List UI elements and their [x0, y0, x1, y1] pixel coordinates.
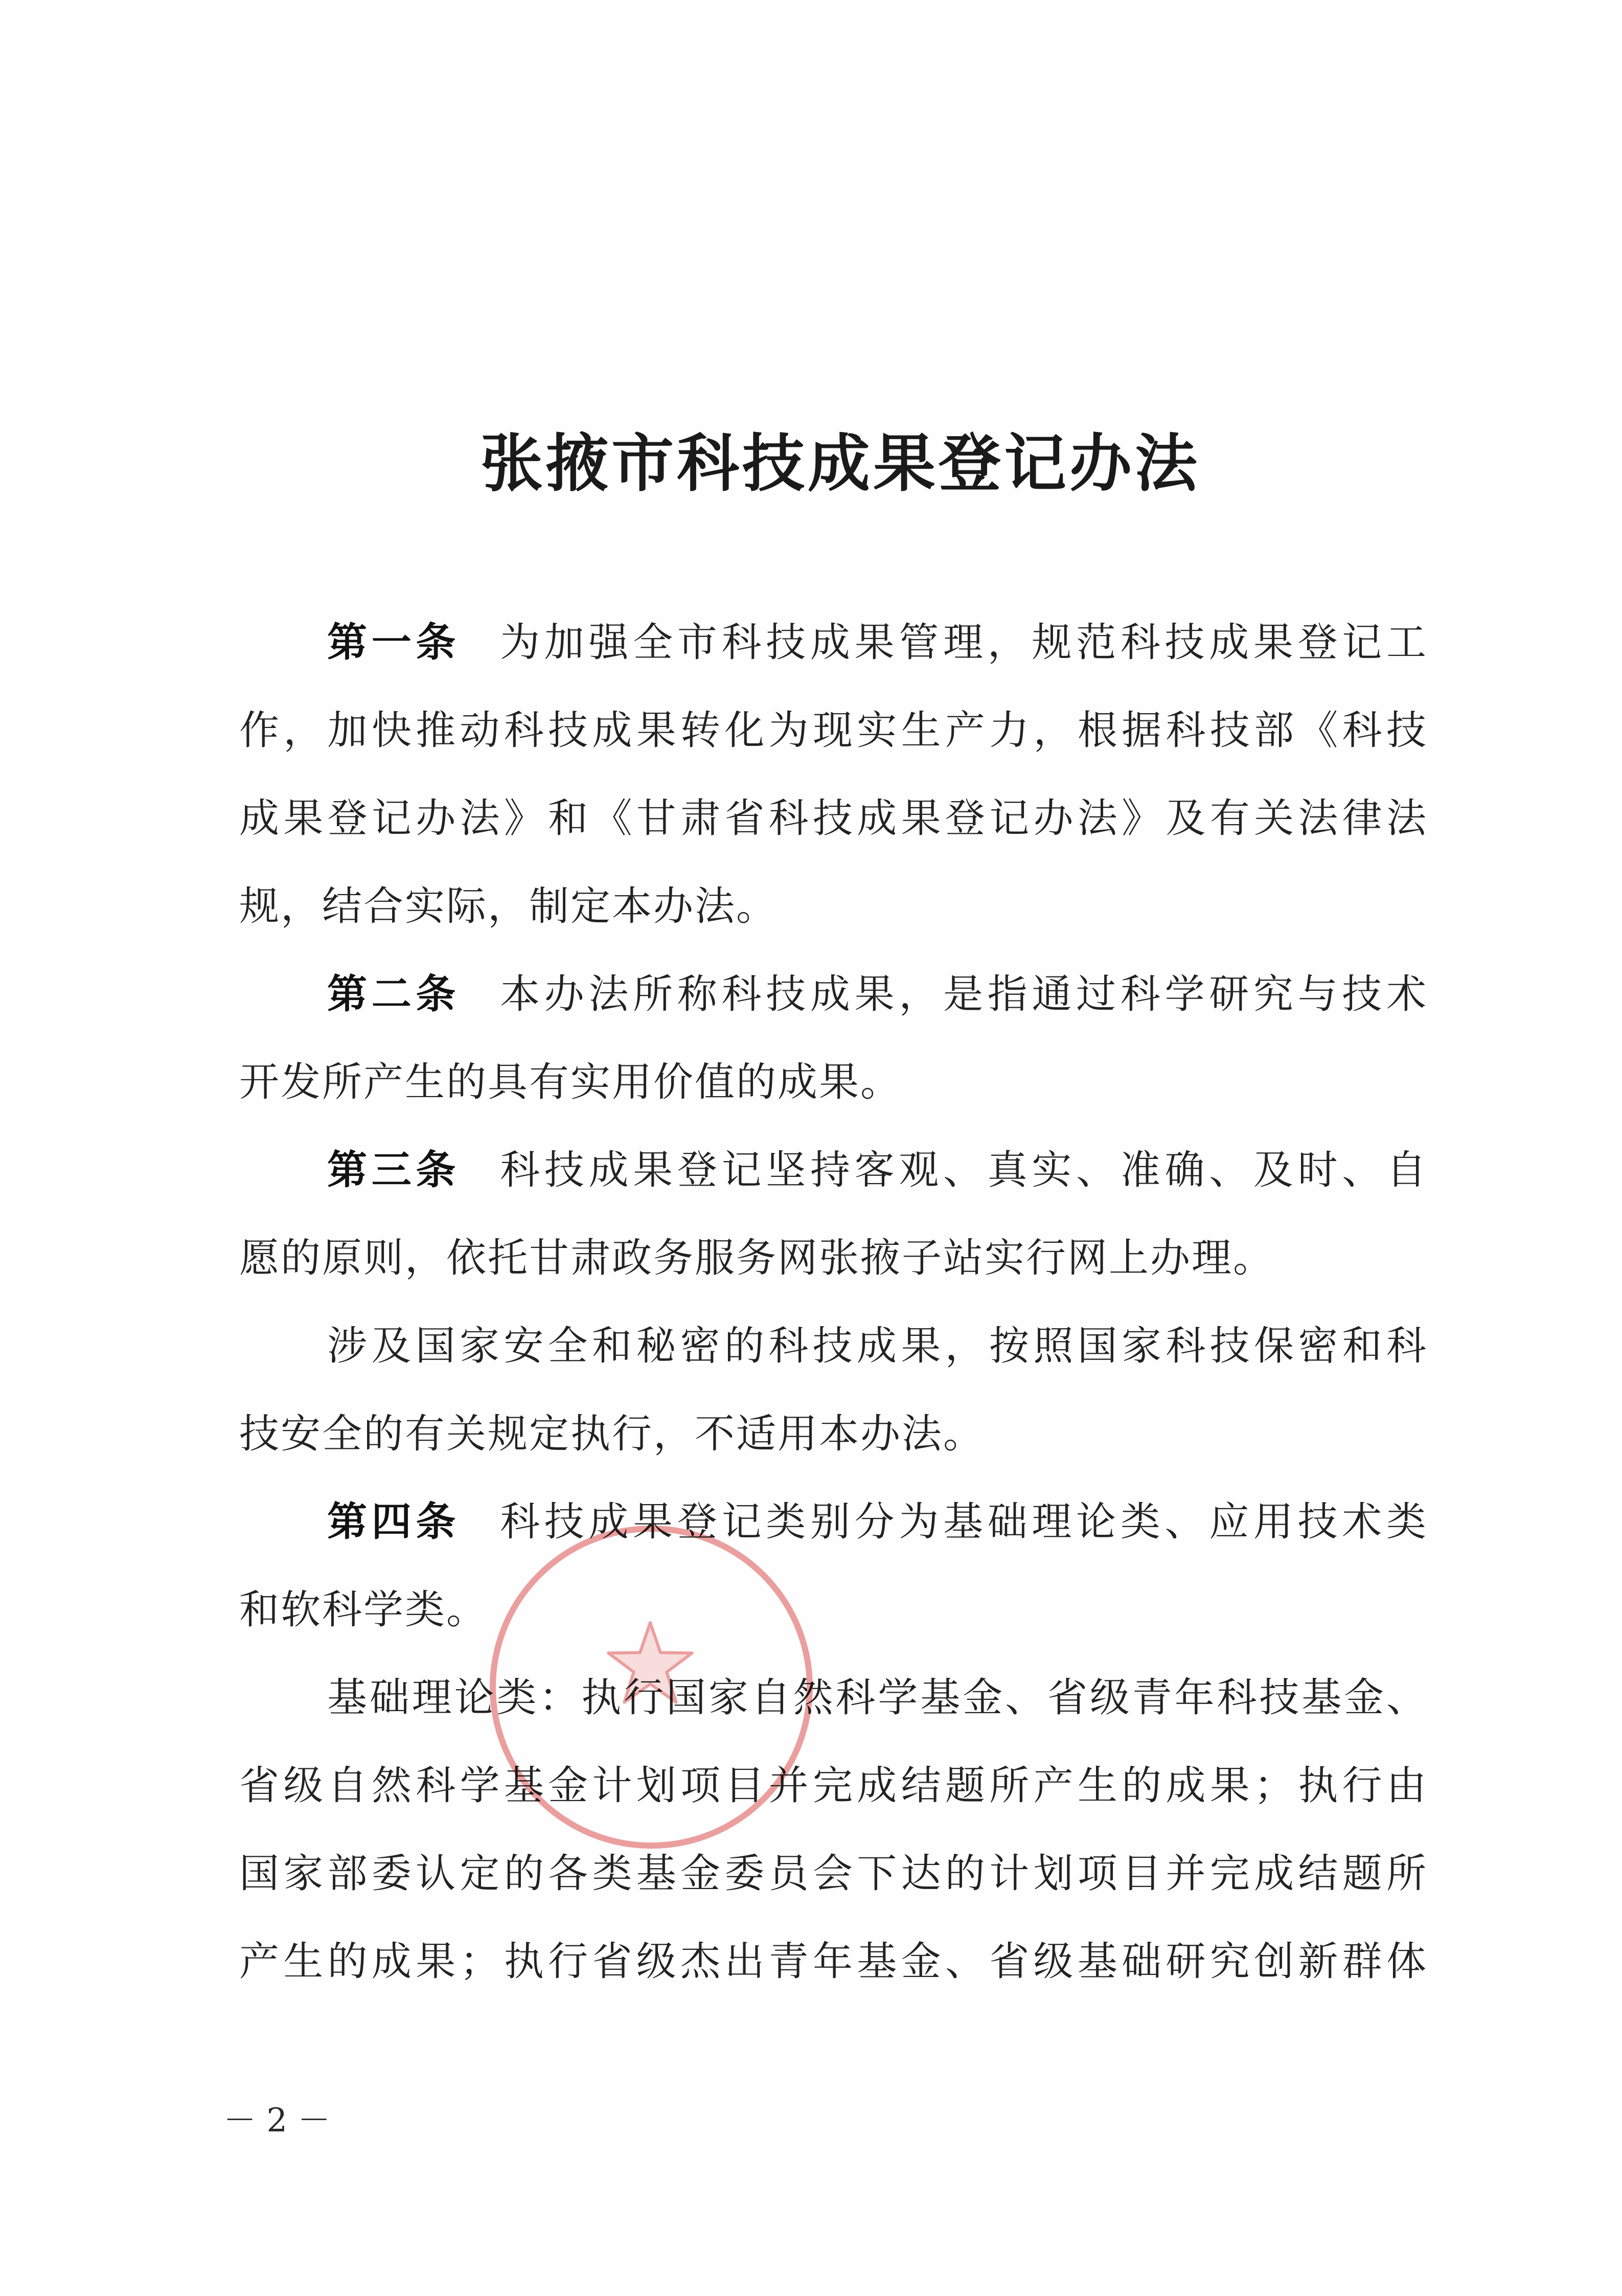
page-number: － 2 －: [223, 2102, 331, 2140]
text-line: [239, 599, 1428, 687]
line-text: 为加强全市科技成果管理，规范科技成果登记工: [500, 620, 1428, 666]
text-line: 国家部委认定的各类基金委员会下达的计划项目并完成结题所: [239, 1851, 1428, 1897]
article-label: 第三条: [327, 1147, 461, 1193]
line-text: 科技成果登记类别分为基础理论类、应用技术类: [500, 1499, 1428, 1545]
line-text: 科技成果登记坚持客观、真实、准确、及时、自: [500, 1147, 1428, 1193]
text-line: 作，加快推动科技成果转化为现实生产力，根据科技部《科技: [239, 708, 1428, 754]
text-line: 产生的成果；执行省级杰出青年基金、省级基础研究创新群体: [239, 1939, 1428, 1985]
text-line: 技安全的有关规定执行，不适用本办法。: [239, 1411, 985, 1457]
article-2-paragraph: [239, 950, 1428, 1126]
text-line: 基础理论类：执行国家自然科学基金、省级青年科技基金、: [327, 1675, 1428, 1721]
text-line: [239, 950, 1428, 1038]
text-line: [239, 1126, 1428, 1214]
text-line: 和软科学类。: [239, 1587, 488, 1633]
article-label: 第二条: [327, 971, 461, 1017]
line-text: 本办法所称科技成果，是指通过科学研究与技术: [500, 971, 1428, 1017]
text-line: 规，结合实际，制定本办法。: [239, 883, 778, 929]
article-3-continuation-paragraph: [239, 1302, 1428, 1478]
text-line: 涉及国家安全和秘密的科技成果，按照国家科技保密和科: [327, 1323, 1428, 1369]
text-line: 愿的原则，依托甘肃政务服务网张掖子站实行网上办理。: [239, 1235, 1275, 1281]
text-line: 省级自然科学基金计划项目并完成结题所产生的成果；执行由: [239, 1763, 1428, 1809]
text-line: 成果登记办法》和《甘肃省科技成果登记办法》及有关法律法: [239, 795, 1428, 842]
document-body: [239, 599, 1428, 2006]
document-title: 张掖市科技成果登记办法: [481, 426, 1200, 500]
article-3-paragraph: [239, 1126, 1428, 1302]
text-line: [239, 1478, 1428, 1566]
article-1-paragraph: [239, 599, 1428, 950]
article-4-paragraph: [239, 1478, 1428, 1654]
text-line: 开发所产生的具有实用价值的成果。: [239, 1059, 902, 1105]
article-label: 第四条: [327, 1499, 461, 1545]
basic-theory-paragraph: [239, 1654, 1428, 2006]
article-label: 第一条: [327, 620, 461, 666]
